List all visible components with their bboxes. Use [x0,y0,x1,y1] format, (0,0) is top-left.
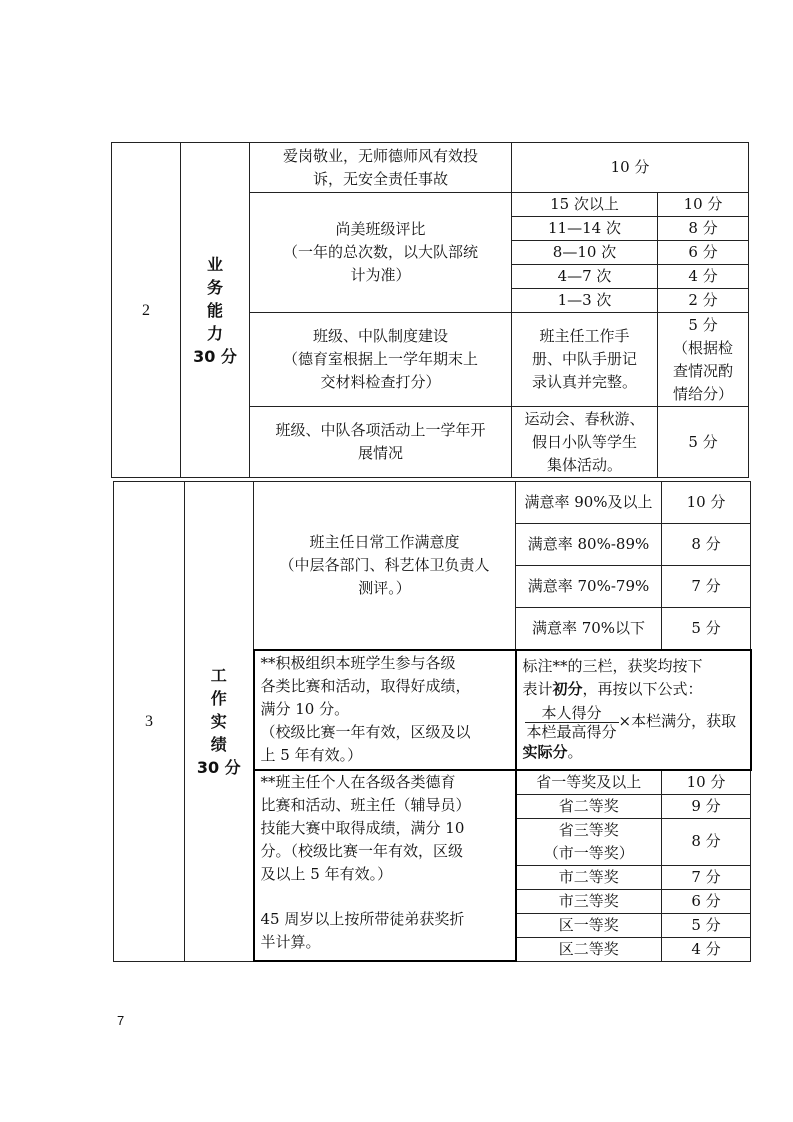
category-score: 30 分 [193,346,237,366]
criterion-text: 班级、中队各项活动上一学年开 展情况 [250,407,512,478]
condition-cell: 满意率 70%以下 [516,608,662,650]
category-char: 力 [206,323,223,343]
condition-cell: 市二等奖 [516,865,662,889]
condition-cell: 4—7 次 [512,265,658,289]
condition-cell: 省一等奖及以上 [516,770,662,795]
section-3-table [113,481,752,962]
condition-cell: 11—14 次 [512,217,658,241]
requirement-cell: 班主任工作手 册、中队手册记 录认真并完整。 [512,313,658,407]
score-value: 5 分 [662,608,751,650]
score-value: 10 分 [662,770,751,795]
score-formula-fraction: $\frac{\text{本人得分}}{\text{本栏最高得分}}$ [526,703,617,741]
score-value: 5 分 [662,913,751,937]
page-number: 7 [117,1013,125,1028]
category-char: 绩 [210,734,227,754]
category-char: 作 [210,688,227,708]
condition-cell: 市三等奖 [516,889,662,913]
condition-cell: 1—3 次 [512,289,658,313]
score-value: 7 分 [662,865,751,889]
formula-note: 标注**的三栏，获奖均按下 表计初分，再按以下公式： $\frac{\text{本人得分}}{\text{本栏最高得分}}$ ×本栏满分，获取 实际分。 [516,650,751,770]
score-value: 6 分 [662,889,751,913]
condition-cell: 区一等奖 [516,913,662,937]
score-value: 8 分 [662,524,751,566]
condition-cell: 满意率 80%-89% [516,524,662,566]
category-label [185,482,254,962]
score-value: 6 分 [658,241,749,265]
category-label [181,143,250,478]
section-number: 3 [114,482,185,962]
condition-cell: 省三等奖 （市一等奖） [516,818,662,865]
criterion-text: 爱岗敬业，无师德师风有效投 诉，无安全责任事故 [250,143,512,193]
score-value: 5 分 [658,407,749,478]
score-value: 2 分 [658,289,749,313]
score-value: 4 分 [662,937,751,961]
category-char: 务 [206,277,223,297]
condition-cell: 8—10 次 [512,241,658,265]
condition-cell: 15 次以上 [512,193,658,217]
section-2-table [111,142,749,478]
category-char: 工 [210,665,227,685]
requirement-cell: 运动会、春秋游、 假日小队等学生 集体活动。 [512,407,658,478]
score-value: 7 分 [662,566,751,608]
section-number: 2 [112,143,181,478]
condition-cell: 满意率 90%及以上 [516,482,662,524]
condition-cell: 满意率 70%-79% [516,566,662,608]
criterion-text: 尚美班级评比 （一年的总次数，以大队部统 计为准） [250,193,512,313]
condition-cell: 区二等奖 [516,937,662,961]
category-char: 实 [210,711,227,731]
score-value: 10 分 [658,193,749,217]
score-value: 10 分 [512,143,749,193]
score-value: 10 分 [662,482,751,524]
score-value: 9 分 [662,794,751,818]
criterion-text: 班级、中队制度建设 （德育室根据上一学年期末上 交材料检查打分） [250,313,512,407]
criterion-text: **积极组织本班学生参与各级 各类比赛和活动，取得好成绩， 满分 10 分。 （校级比赛一年有效，区级及以 上 5 年有效。） [254,650,516,770]
category-score: 30 分 [196,757,241,777]
category-char: 能 [206,300,223,320]
category-char: 业 [206,254,223,274]
score-value: 4 分 [658,265,749,289]
condition-cell: 省二等奖 [516,794,662,818]
score-value: 8 分 [662,818,751,865]
criterion-text: **班主任个人在各级各类德育 比赛和活动、班主任（辅导员） 技能大赛中取得成绩，满分 10 分。（校级比赛一年有效，区级 及以上 5 年有效。） 45 周岁以上按所带徒弟获奖折 半计算。 [254,770,516,962]
criterion-text: 班主任日常工作满意度 （中层各部门、科艺体卫负责人 测评。） [254,482,516,650]
score-value: 8 分 [658,217,749,241]
score-value: 5 分 （根据检 查情况酌 情给分） [658,313,749,407]
